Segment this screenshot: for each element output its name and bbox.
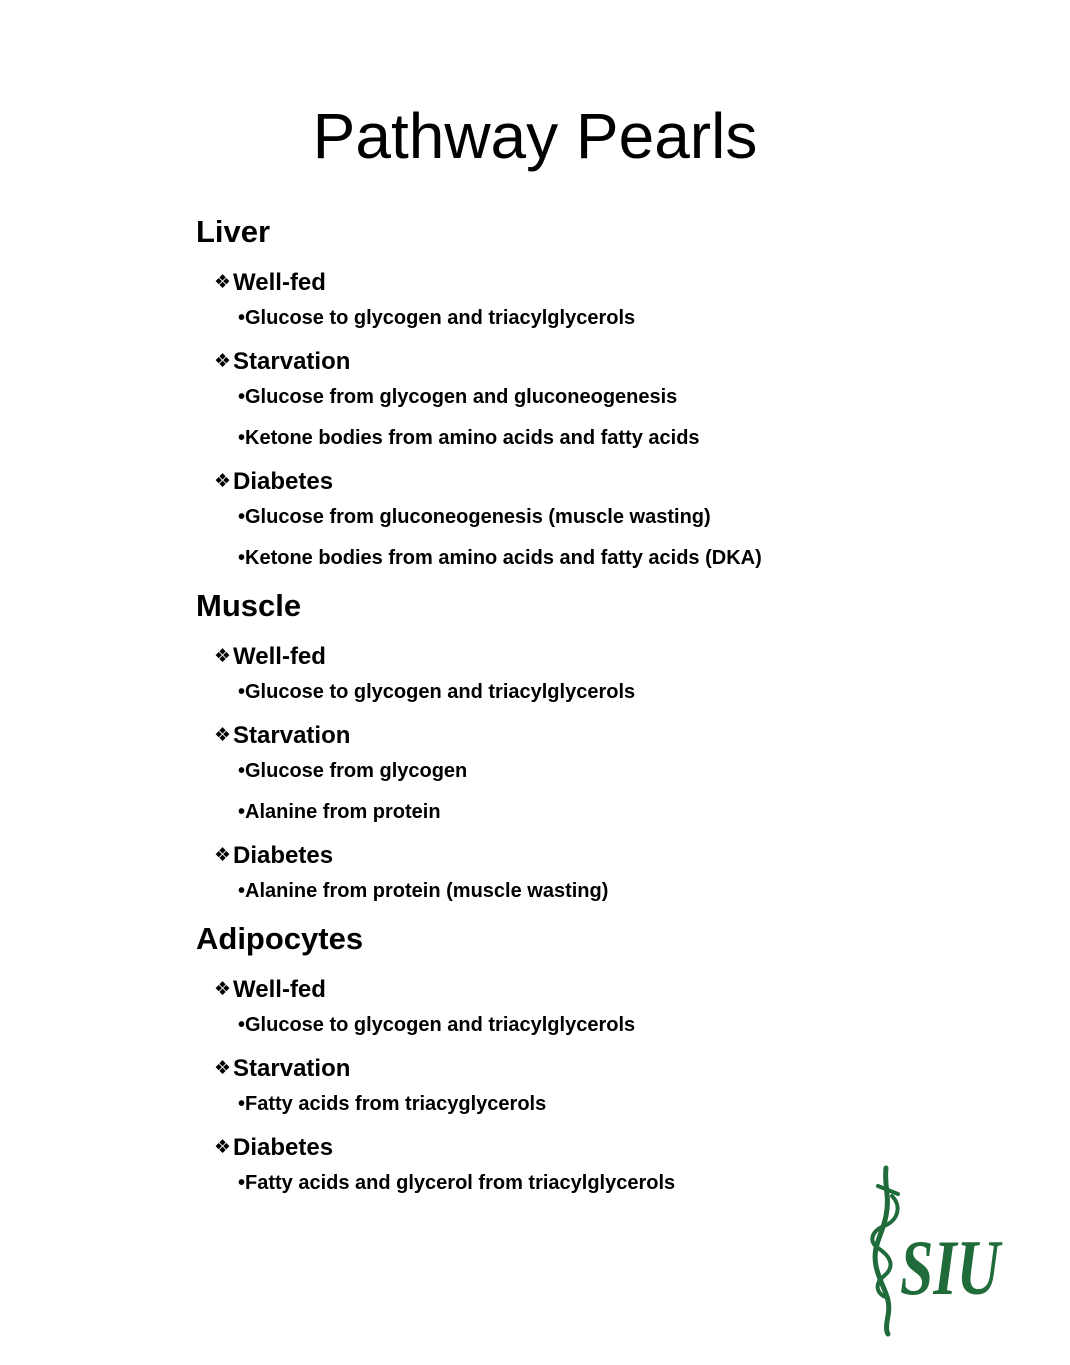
list-item: •Glucose from glycogen xyxy=(238,760,468,782)
state-label: Starvation xyxy=(233,1054,351,1082)
diamond-bullet-icon: ❖ xyxy=(214,471,232,492)
state-item xyxy=(214,1134,896,1161)
siu-logo xyxy=(862,1166,1004,1336)
bullet-list xyxy=(238,1094,896,1117)
state-label: Diabetes xyxy=(233,467,334,495)
list-item: •Glucose from gluconeogenesis (muscle wasting) xyxy=(238,506,711,528)
section-heading: Adipocytes xyxy=(196,921,364,956)
list-item: •Fatty acids and glycerol from triacylglycerols xyxy=(238,1172,676,1194)
state-label: Diabetes xyxy=(233,841,334,869)
page-title: Pathway Pearls xyxy=(312,100,758,172)
state-label: Starvation xyxy=(233,347,351,375)
list-item: •Fatty acids from triacyglycerols xyxy=(238,1093,547,1115)
list-item: •Glucose to glycogen and triacylglycerols xyxy=(238,1014,636,1036)
list-item: •Ketone bodies from amino acids and fatty acids (DKA) xyxy=(238,547,762,569)
section-liver xyxy=(196,216,896,571)
diamond-bullet-icon: ❖ xyxy=(214,1058,232,1079)
bullet-list xyxy=(238,387,896,451)
state-item xyxy=(214,722,896,749)
state-item xyxy=(214,643,896,670)
siu-logo-text: SIU xyxy=(900,1224,1003,1311)
list-item: •Glucose to glycogen and triacylglycerols xyxy=(238,681,636,703)
state-label: Starvation xyxy=(233,721,351,749)
bullet-list xyxy=(238,308,896,331)
content xyxy=(196,216,896,1196)
section-heading: Liver xyxy=(196,214,271,249)
diamond-bullet-icon: ❖ xyxy=(214,845,232,866)
state-label: Well-fed xyxy=(233,975,326,1003)
diamond-bullet-icon: ❖ xyxy=(214,646,232,667)
section-muscle xyxy=(196,590,896,904)
diamond-bullet-icon: ❖ xyxy=(214,725,232,746)
list-item: •Ketone bodies from amino acids and fatty acids xyxy=(238,427,700,449)
caduceus-icon xyxy=(872,1168,898,1334)
list-item: •Glucose from glycogen and gluconeogenesis xyxy=(238,386,678,408)
bullet-list xyxy=(238,682,896,705)
bullet-list xyxy=(238,761,896,825)
list-item: •Alanine from protein (muscle wasting) xyxy=(238,880,609,902)
bullet-list xyxy=(238,1173,896,1196)
section-adipocytes xyxy=(196,923,896,1196)
list-item: •Alanine from protein xyxy=(238,801,441,823)
state-label: Well-fed xyxy=(233,642,326,670)
state-item xyxy=(214,1055,896,1082)
bullet-list xyxy=(238,881,896,904)
state-label: Diabetes xyxy=(233,1133,334,1161)
state-item xyxy=(214,348,896,375)
state-item xyxy=(214,468,896,495)
diamond-bullet-icon: ❖ xyxy=(214,272,232,293)
section-heading: Muscle xyxy=(196,588,302,623)
list-item: •Glucose to glycogen and triacylglycerols xyxy=(238,307,636,329)
state-label: Well-fed xyxy=(233,268,326,296)
state-item xyxy=(214,269,896,296)
state-item xyxy=(214,842,896,869)
bullet-list xyxy=(238,1015,896,1038)
bullet-list xyxy=(238,507,896,571)
state-item xyxy=(214,976,896,1003)
diamond-bullet-icon: ❖ xyxy=(214,1137,232,1158)
diamond-bullet-icon: ❖ xyxy=(214,979,232,1000)
diamond-bullet-icon: ❖ xyxy=(214,351,232,372)
